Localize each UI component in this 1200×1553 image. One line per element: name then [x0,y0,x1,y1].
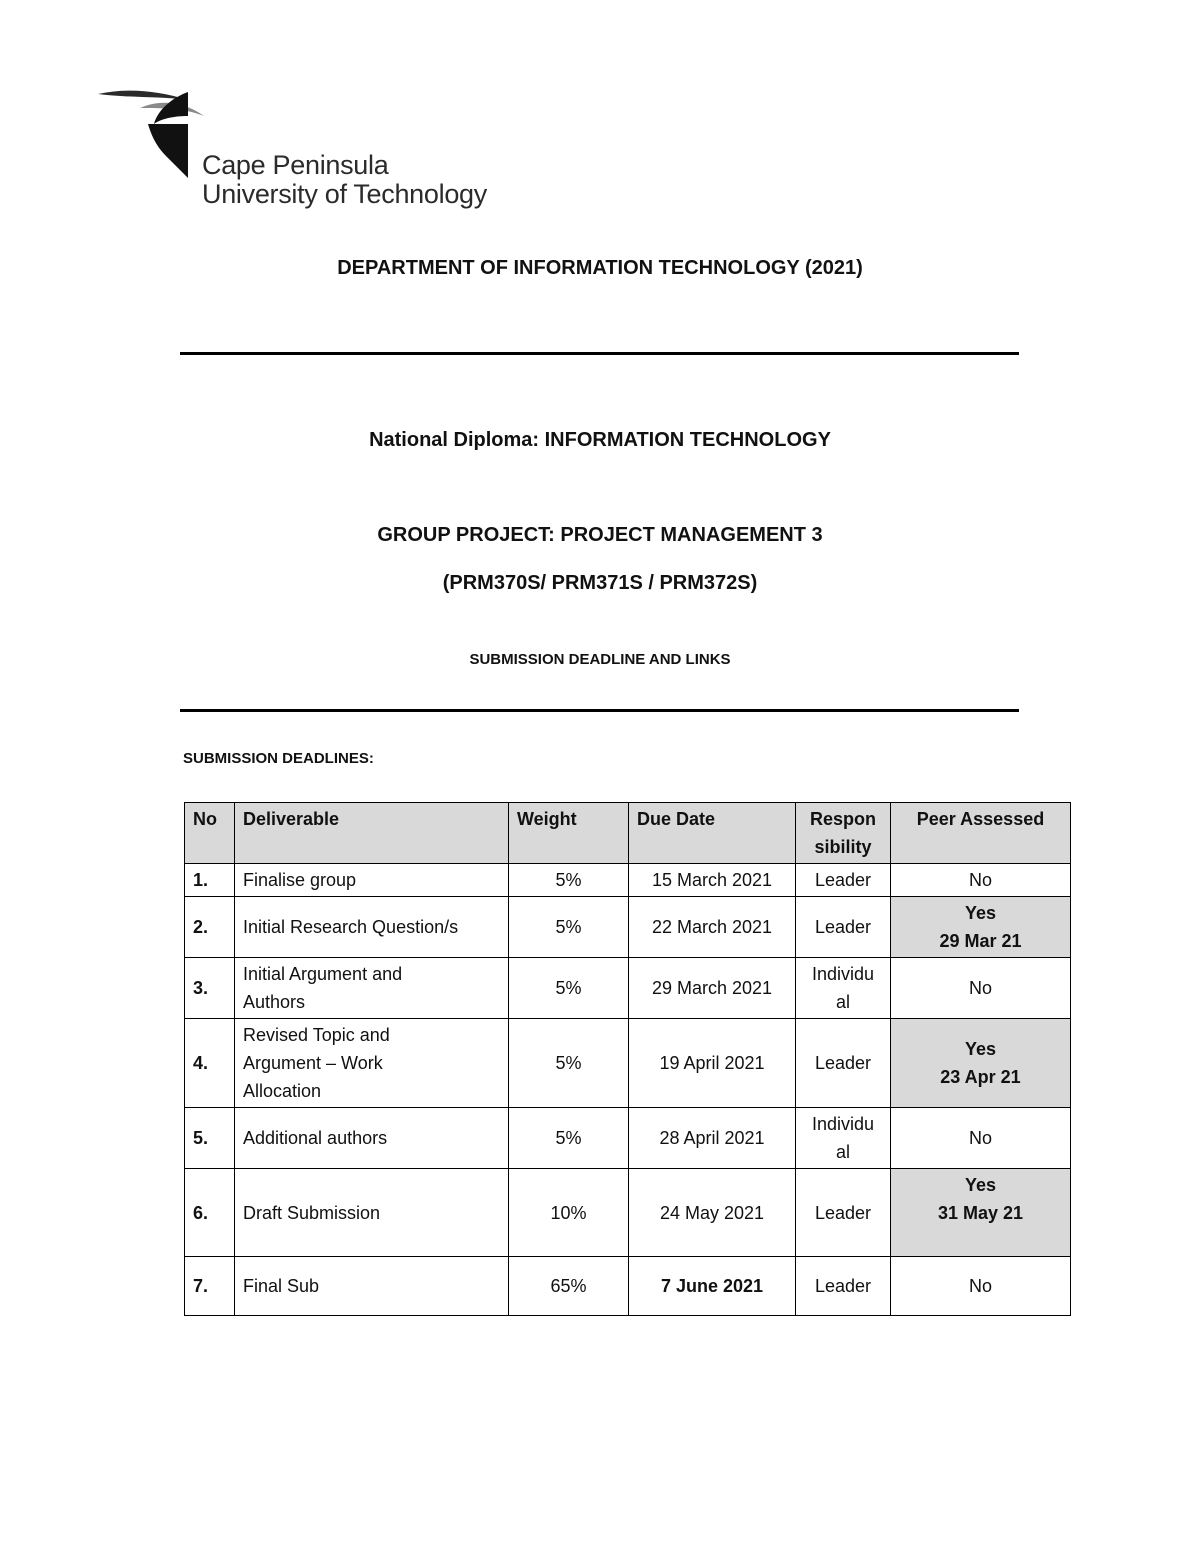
peer-assessed-yes: Yes [964,1175,997,1195]
divider-bottom [180,709,1019,712]
weight-cell: 65% [509,1257,629,1316]
header-responsibility-part-1: Respon [809,809,876,829]
deliverable-cell: Finalise group [235,864,509,897]
row-number: 2. [185,897,235,958]
deliverable-cell [235,958,509,1019]
header-responsibility [796,803,891,864]
university-logo [96,86,516,216]
table-row [185,1169,1071,1257]
deliverable-cell: Additional authors [235,1108,509,1169]
divider-top [180,352,1019,355]
responsibility-cell: Leader [796,1169,891,1257]
peer-assessed-cell [891,897,1071,958]
deliverable-cell: Initial Research Question/s [235,897,509,958]
row-number: 1. [185,864,235,897]
row-number: 4. [185,1019,235,1108]
department-heading: DEPARTMENT OF INFORMATION TECHNOLOGY (2021) [337,257,863,279]
peer-assessed-date: 31 May 21 [937,1203,1024,1223]
table-row [185,1108,1071,1169]
peer-assessed-date: 29 Mar 21 [939,931,1022,951]
deliverable-cell: Final Sub [235,1257,509,1316]
header-weight: Weight [509,803,629,864]
deliverable-cell [235,1019,509,1108]
submission-subheading: SUBMISSION DEADLINE AND LINKS [469,651,731,668]
weight-cell: 5% [509,897,629,958]
peer-assessed-yes: Yes [964,903,997,923]
weight-cell: 5% [509,1019,629,1108]
responsibility-cell [796,958,891,1019]
weight-cell: 5% [509,958,629,1019]
header-no: No [185,803,235,864]
header-deliverable: Deliverable [235,803,509,864]
deliverable-cell: Draft Submission [235,1169,509,1257]
cput-logo-mark-icon [96,86,206,181]
responsibility-cell: Leader [796,864,891,897]
peer-assessed-yes: Yes [964,1039,997,1059]
due-date-cell: 22 March 2021 [629,897,796,958]
deliverable-line-2: Authors [243,992,306,1012]
table-row [185,864,1071,897]
weight-cell: 10% [509,1169,629,1257]
peer-assessed-cell [891,1169,1071,1257]
table-row [185,1257,1071,1316]
weight-cell: 5% [509,864,629,897]
header-peer-assessed: Peer Assessed [891,803,1071,864]
row-number: 3. [185,958,235,1019]
responsibility-line-1: Individu [811,1114,875,1134]
responsibility-line-1: Individu [811,964,875,984]
responsibility-cell [796,1108,891,1169]
course-codes: (PRM370S/ PRM371S / PRM372S) [442,572,758,594]
peer-assessed-cell: No [891,1257,1071,1316]
table-row [185,897,1071,958]
weight-cell: 5% [509,1108,629,1169]
peer-assessed-cell: No [891,958,1071,1019]
table-row [185,958,1071,1019]
header-responsibility-part-2: sibility [814,837,872,857]
responsibility-cell: Leader [796,897,891,958]
deliverable-line-3: Allocation [243,1081,322,1101]
deliverable-line-1: Revised Topic and [243,1025,390,1045]
due-date-cell: 19 April 2021 [629,1019,796,1108]
project-heading: GROUP PROJECT: PROJECT MANAGEMENT 3 [377,524,823,546]
peer-assessed-cell: No [891,864,1071,897]
due-date-cell: 28 April 2021 [629,1108,796,1169]
responsibility-cell: Leader [796,1257,891,1316]
table-row [185,1019,1071,1108]
due-date-cell: 15 March 2021 [629,864,796,897]
logo-line-1: Cape Peninsula [202,150,389,180]
row-number: 7. [185,1257,235,1316]
header-due-date: Due Date [629,803,796,864]
responsibility-line-2: al [835,1142,850,1162]
peer-assessed-cell [891,1019,1071,1108]
section-label: SUBMISSION DEADLINES: [183,750,374,767]
deadlines-table [184,802,1071,1316]
responsibility-cell: Leader [796,1019,891,1108]
peer-assessed-date: 23 Apr 21 [940,1067,1021,1087]
responsibility-line-2: al [835,992,850,1012]
due-date-cell: 29 March 2021 [629,958,796,1019]
diploma-heading: National Diploma: INFORMATION TECHNOLOGY [369,429,831,451]
deliverable-line-1: Initial Argument and [243,964,403,984]
logo-line-2: University of Technology [202,179,487,209]
due-date-cell: 7 June 2021 [629,1257,796,1316]
due-date-cell: 24 May 2021 [629,1169,796,1257]
row-number: 5. [185,1108,235,1169]
deliverable-line-2: Argument – Work [243,1053,383,1073]
peer-assessed-cell: No [891,1108,1071,1169]
row-number: 6. [185,1169,235,1257]
table-header-row [185,803,1071,864]
